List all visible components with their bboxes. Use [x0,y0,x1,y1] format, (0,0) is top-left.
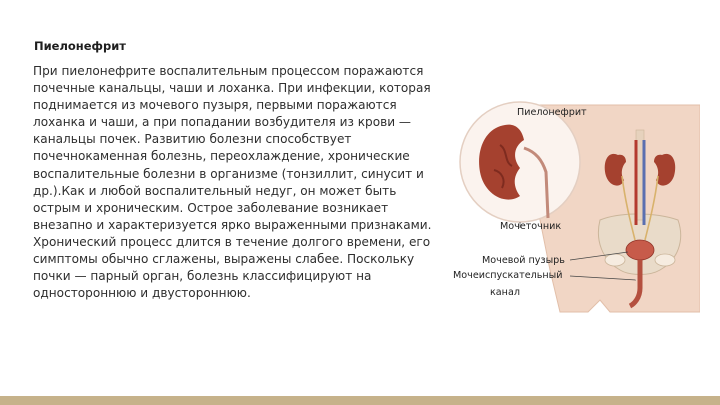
bladder [626,240,654,260]
slide-title: Пиелонефрит [34,39,126,53]
kidney-anatomy-illustration [450,100,700,315]
hip-joint-right [655,254,675,266]
bottom-accent-bar [0,396,720,405]
label-urethra-line1: Мочеиспускательный [453,270,563,281]
label-ureter: Мочеточник [500,221,562,232]
hip-joint-left [605,254,625,266]
label-urethra-line2: канал [490,287,520,298]
magnified-inset [460,102,580,222]
label-pyelonephritis: Пиелонефрит [517,107,587,118]
label-bladder: Мочевой пузырь [482,255,565,266]
anatomy-drawing [450,100,700,315]
slide-body-text: При пиелонефрите воспалительным процессом поражаются почечные канальцы, чаши и лоханка. При инфекции, которая поднимается из мочевого пузыря, первыми поражаются лоханка и чаши, а при попадании возбудителя из крови — канальцы почек. Развитию болезни способствует почечнокаменная болезнь, переохлаждение, хронические воспалительные болезни в организме (тонзиллит, синусит и др.).Как и любой воспалительный недуг, он может быть острым и хроническим. Острое заболевание возникает внезапно и характеризуется ярко выраженными признаками. Хронический процесс длится в течение долгого времени, его симптомы обычно сглажены, выражены слабее. Поскольку почки — парный орган, болезнь классифицируют на одностороннюю и двустороннюю. [33,64,432,301]
